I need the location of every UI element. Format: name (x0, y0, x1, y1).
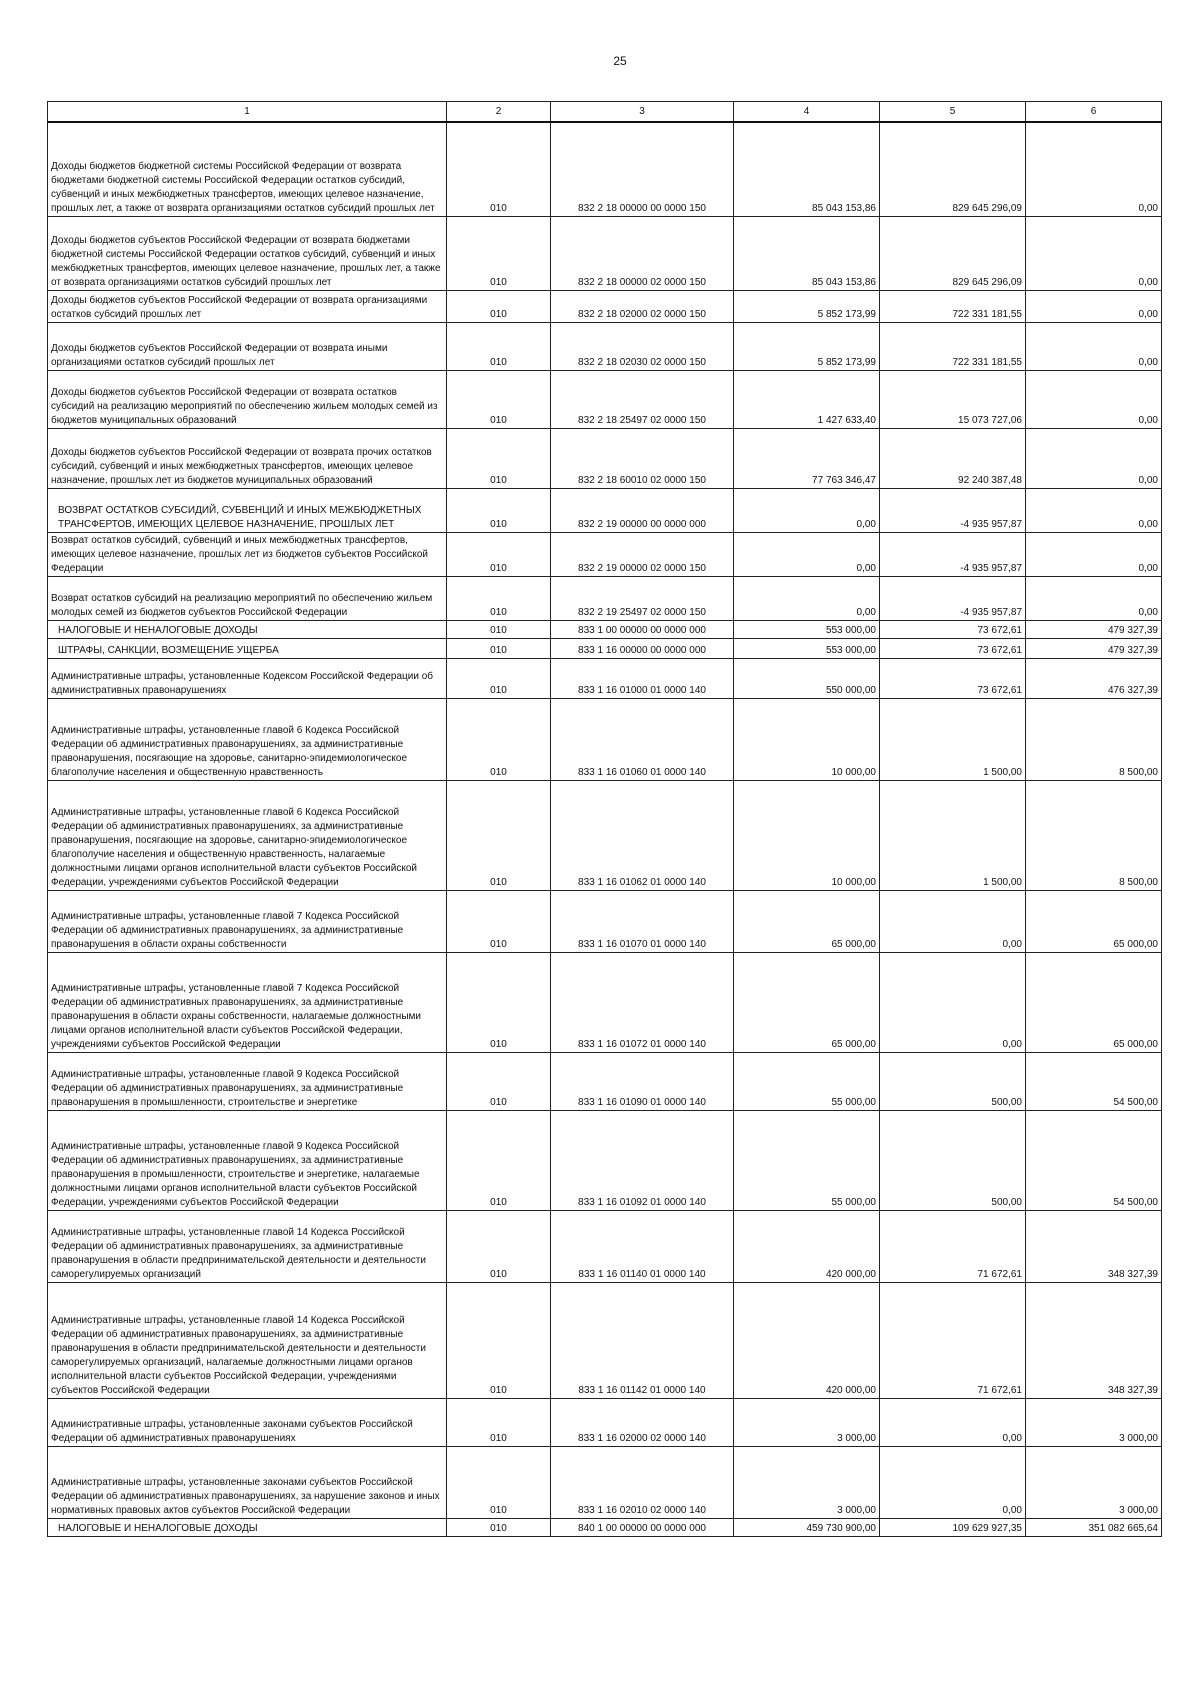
row-value-col4: 1 427 633,40 (734, 370, 880, 428)
row-value-col5: 829 645 296,09 (880, 122, 1026, 216)
row-budget-classification-code: 833 1 16 01062 01 0000 140 (551, 780, 734, 890)
row-description: НАЛОГОВЫЕ И НЕНАЛОГОВЫЕ ДОХОДЫ (48, 620, 447, 638)
table-row (48, 620, 1162, 638)
row-description: Административные штрафы, установленные законами субъектов Российской Федерации об административных правонарушениях, за нарушение законов и иных нормативных правовых актов субъектов Российской Федерации (48, 1446, 447, 1518)
row-code: 010 (447, 780, 551, 890)
table-row (48, 1052, 1162, 1110)
row-description: Административные штрафы, установленные главой 9 Кодекса Российской Федерации об административных правонарушениях, за административные правонарушения в промышленности, строительстве и энергетике, налагаемые должностными лицами органов исполнительной власти субъектов Российской Федерации, учреждениями субъектов Российской Федерации (48, 1110, 447, 1210)
column-header-6: 6 (1026, 102, 1162, 123)
row-budget-classification-code: 833 1 16 01060 01 0000 140 (551, 698, 734, 780)
row-code: 010 (447, 290, 551, 322)
row-value-col6: 3 000,00 (1026, 1446, 1162, 1518)
row-description: Административные штрафы, установленные главой 14 Кодекса Российской Федерации об административных правонарушениях, за административные правонарушения в области предпринимательской деятельности и деятельности саморегулируемых организаций, налагаемые должностными лицами органов исполнительной власти субъектов Российской Федерации, учреждениями субъектов Российской Федерации (48, 1282, 447, 1398)
row-value-col4: 55 000,00 (734, 1110, 880, 1210)
table-row (48, 1398, 1162, 1446)
row-description: Доходы бюджетов субъектов Российской Федерации от возврата остатков субсидий на реализацию мероприятий по обеспечению жильем молодых семей из бюджетов муниципальных образований (48, 370, 447, 428)
column-header-1: 1 (48, 102, 447, 123)
table-row (48, 322, 1162, 370)
row-code: 010 (447, 952, 551, 1052)
row-value-col6: 0,00 (1026, 216, 1162, 290)
row-value-col5: 500,00 (880, 1052, 1026, 1110)
row-description: НАЛОГОВЫЕ И НЕНАЛОГОВЫЕ ДОХОДЫ (48, 1518, 447, 1536)
row-value-col6: 0,00 (1026, 370, 1162, 428)
row-budget-classification-code: 832 2 18 60010 02 0000 150 (551, 428, 734, 488)
row-value-col5: 500,00 (880, 1110, 1026, 1210)
row-value-col5: 1 500,00 (880, 698, 1026, 780)
column-header-2: 2 (447, 102, 551, 123)
row-value-col6: 0,00 (1026, 488, 1162, 532)
row-description: Административные штрафы, установленные главой 6 Кодекса Российской Федерации об административных правонарушениях, за административные правонарушения, посягающие на здоровье, санитарно-эпидемиологическое благополучие населения и общественную нравственность, налагаемые должностными лицами органов исполнительной власти субъектов Российской Федерации, учреждениями субъектов Российской Федерации (48, 780, 447, 890)
row-value-col4: 420 000,00 (734, 1210, 880, 1282)
row-description: Доходы бюджетов субъектов Российской Федерации от возврата прочих остатков субсидий, субвенций и иных межбюджетных трансфертов, имеющих целевое назначение, прошлых лет из бюджетов муниципальных образований (48, 428, 447, 488)
table-row (48, 122, 1162, 216)
row-description: ВОЗВРАТ ОСТАТКОВ СУБСИДИЙ, СУБВЕНЦИЙ И ИНЫХ МЕЖБЮДЖЕТНЫХ ТРАНСФЕРТОВ, ИМЕЮЩИХ ЦЕЛЕВОЕ НАЗНАЧЕНИЕ, ПРОШЛЫХ ЛЕТ (48, 488, 447, 532)
table-row (48, 290, 1162, 322)
row-value-col6: 0,00 (1026, 532, 1162, 576)
row-code: 010 (447, 122, 551, 216)
row-code: 010 (447, 658, 551, 698)
row-code: 010 (447, 370, 551, 428)
row-description: Административные штрафы, установленные главой 7 Кодекса Российской Федерации об административных правонарушениях, за административные правонарушения в области охраны собственности (48, 890, 447, 952)
table-row (48, 658, 1162, 698)
row-value-col4: 459 730 900,00 (734, 1518, 880, 1536)
row-code: 010 (447, 576, 551, 620)
row-value-col5: -4 935 957,87 (880, 532, 1026, 576)
row-value-col5: 829 645 296,09 (880, 216, 1026, 290)
row-value-col4: 65 000,00 (734, 890, 880, 952)
row-code: 010 (447, 532, 551, 576)
row-value-col6: 65 000,00 (1026, 952, 1162, 1052)
table-row (48, 1210, 1162, 1282)
row-value-col6: 8 500,00 (1026, 698, 1162, 780)
row-budget-classification-code: 833 1 16 01140 01 0000 140 (551, 1210, 734, 1282)
row-budget-classification-code: 832 2 18 02000 02 0000 150 (551, 290, 734, 322)
row-description: Доходы бюджетов субъектов Российской Федерации от возврата организациями остатков субсидий прошлых лет (48, 290, 447, 322)
column-header-3: 3 (551, 102, 734, 123)
row-budget-classification-code: 832 2 18 00000 00 0000 150 (551, 122, 734, 216)
row-value-col4: 85 043 153,86 (734, 216, 880, 290)
row-value-col6: 0,00 (1026, 122, 1162, 216)
row-budget-classification-code: 832 2 18 02030 02 0000 150 (551, 322, 734, 370)
row-description: Доходы бюджетов субъектов Российской Федерации от возврата бюджетами бюджетной системы Российской Федерации остатков субсидий, субвенций и иных межбюджетных трансфертов, имеющих целевое назначение, прошлых лет, а также от возврата организациями остатков субсидий прошлых лет (48, 216, 447, 290)
row-code: 010 (447, 322, 551, 370)
row-value-col4: 5 852 173,99 (734, 322, 880, 370)
row-value-col4: 10 000,00 (734, 698, 880, 780)
row-budget-classification-code: 833 1 16 00000 00 0000 000 (551, 638, 734, 658)
table-row (48, 1518, 1162, 1536)
row-description: Возврат остатков субсидий, субвенций и иных межбюджетных трансфертов, имеющих целевое назначение, прошлых лет из бюджетов субъектов Российской Федерации (48, 532, 447, 576)
row-value-col6: 65 000,00 (1026, 890, 1162, 952)
row-value-col4: 85 043 153,86 (734, 122, 880, 216)
row-budget-classification-code: 833 1 16 01092 01 0000 140 (551, 1110, 734, 1210)
row-code: 010 (447, 1110, 551, 1210)
row-budget-classification-code: 833 1 16 01000 01 0000 140 (551, 658, 734, 698)
row-code: 010 (447, 1052, 551, 1110)
table-row (48, 488, 1162, 532)
row-budget-classification-code: 833 1 16 01142 01 0000 140 (551, 1282, 734, 1398)
row-value-col5: -4 935 957,87 (880, 576, 1026, 620)
row-value-col6: 479 327,39 (1026, 620, 1162, 638)
row-value-col4: 3 000,00 (734, 1446, 880, 1518)
row-budget-classification-code: 833 1 00 00000 00 0000 000 (551, 620, 734, 638)
row-value-col6: 54 500,00 (1026, 1052, 1162, 1110)
row-code: 010 (447, 638, 551, 658)
row-budget-classification-code: 832 2 19 25497 02 0000 150 (551, 576, 734, 620)
table-row (48, 216, 1162, 290)
row-budget-classification-code: 832 2 18 00000 02 0000 150 (551, 216, 734, 290)
row-description: ШТРАФЫ, САНКЦИИ, ВОЗМЕЩЕНИЕ УЩЕРБА (48, 638, 447, 658)
table-row (48, 638, 1162, 658)
row-code: 010 (447, 1398, 551, 1446)
row-value-col5: 73 672,61 (880, 638, 1026, 658)
row-code: 010 (447, 488, 551, 532)
table-row (48, 1446, 1162, 1518)
row-code: 010 (447, 620, 551, 638)
row-code: 010 (447, 1282, 551, 1398)
row-budget-classification-code: 832 2 19 00000 02 0000 150 (551, 532, 734, 576)
row-value-col4: 420 000,00 (734, 1282, 880, 1398)
row-value-col5: -4 935 957,87 (880, 488, 1026, 532)
row-value-col6: 0,00 (1026, 322, 1162, 370)
row-value-col5: 0,00 (880, 890, 1026, 952)
row-value-col4: 55 000,00 (734, 1052, 880, 1110)
column-header-4: 4 (734, 102, 880, 123)
row-description: Административные штрафы, установленные главой 6 Кодекса Российской Федерации об административных правонарушениях, за административные правонарушения, посягающие на здоровье, санитарно-эпидемиологическое благополучие населения и общественную нравственность (48, 698, 447, 780)
row-value-col6: 0,00 (1026, 428, 1162, 488)
row-budget-classification-code: 833 1 16 02000 02 0000 140 (551, 1398, 734, 1446)
row-value-col6: 8 500,00 (1026, 780, 1162, 890)
table-row (48, 890, 1162, 952)
row-value-col5: 71 672,61 (880, 1282, 1026, 1398)
row-value-col5: 73 672,61 (880, 620, 1026, 638)
row-value-col6: 0,00 (1026, 576, 1162, 620)
row-description: Возврат остатков субсидий на реализацию мероприятий по обеспечению жильем молодых семей из бюджетов субъектов Российской Федерации (48, 576, 447, 620)
table-row (48, 698, 1162, 780)
row-description: Доходы бюджетов бюджетной системы Российской Федерации от возврата бюджетами бюджетной системы Российской Федерации остатков субсидий, субвенций и иных межбюджетных трансфертов, имеющих целевое назначение, прошлых лет, а также от возврата организациями остатков субсидий прошлых лет (48, 122, 447, 216)
row-value-col5: 15 073 727,06 (880, 370, 1026, 428)
row-code: 010 (447, 216, 551, 290)
row-budget-classification-code: 833 1 16 01090 01 0000 140 (551, 1052, 734, 1110)
row-code: 010 (447, 698, 551, 780)
table-row (48, 532, 1162, 576)
row-value-col5: 0,00 (880, 1446, 1026, 1518)
table-row (48, 370, 1162, 428)
row-budget-classification-code: 832 2 19 00000 00 0000 000 (551, 488, 734, 532)
row-budget-classification-code: 832 2 18 25497 02 0000 150 (551, 370, 734, 428)
row-value-col5: 0,00 (880, 952, 1026, 1052)
row-description: Доходы бюджетов субъектов Российской Федерации от возврата иными организациями остатков субсидий прошлых лет (48, 322, 447, 370)
row-description: Административные штрафы, установленные законами субъектов Российской Федерации об административных правонарушениях (48, 1398, 447, 1446)
row-value-col6: 348 327,39 (1026, 1282, 1162, 1398)
row-value-col4: 65 000,00 (734, 952, 880, 1052)
column-number-row (48, 102, 1162, 123)
row-value-col5: 722 331 181,55 (880, 290, 1026, 322)
row-description: Административные штрафы, установленные главой 7 Кодекса Российской Федерации об административных правонарушениях, за административные правонарушения в области охраны собственности, налагаемые должностными лицами органов исполнительной власти субъектов Российской Федерации, учреждениями субъектов Российской Федерации (48, 952, 447, 1052)
row-value-col5: 92 240 387,48 (880, 428, 1026, 488)
row-value-col4: 0,00 (734, 532, 880, 576)
row-value-col4: 553 000,00 (734, 638, 880, 658)
row-budget-classification-code: 840 1 00 00000 00 0000 000 (551, 1518, 734, 1536)
table-row (48, 780, 1162, 890)
row-description: Административные штрафы, установленные Кодексом Российской Федерации об административных правонарушениях (48, 658, 447, 698)
row-value-col6: 351 082 665,64 (1026, 1518, 1162, 1536)
row-code: 010 (447, 890, 551, 952)
row-value-col4: 77 763 346,47 (734, 428, 880, 488)
row-code: 010 (447, 428, 551, 488)
row-value-col6: 54 500,00 (1026, 1110, 1162, 1210)
row-code: 010 (447, 1210, 551, 1282)
row-value-col5: 1 500,00 (880, 780, 1026, 890)
row-value-col5: 0,00 (880, 1398, 1026, 1446)
row-description: Административные штрафы, установленные главой 9 Кодекса Российской Федерации об административных правонарушениях, за административные правонарушения в промышленности, строительстве и энергетике (48, 1052, 447, 1110)
row-code: 010 (447, 1446, 551, 1518)
row-budget-classification-code: 833 1 16 01072 01 0000 140 (551, 952, 734, 1052)
table-row (48, 1282, 1162, 1398)
report-table (47, 101, 1162, 1537)
row-budget-classification-code: 833 1 16 02010 02 0000 140 (551, 1446, 734, 1518)
row-value-col4: 3 000,00 (734, 1398, 880, 1446)
row-value-col6: 0,00 (1026, 290, 1162, 322)
row-value-col5: 71 672,61 (880, 1210, 1026, 1282)
row-value-col5: 109 629 927,35 (880, 1518, 1026, 1536)
page-number: 25 (613, 54, 627, 68)
row-value-col4: 5 852 173,99 (734, 290, 880, 322)
table-row (48, 576, 1162, 620)
row-value-col4: 550 000,00 (734, 658, 880, 698)
row-value-col5: 722 331 181,55 (880, 322, 1026, 370)
column-header-5: 5 (880, 102, 1026, 123)
table-row (48, 1110, 1162, 1210)
row-code: 010 (447, 1518, 551, 1536)
row-value-col6: 348 327,39 (1026, 1210, 1162, 1282)
row-value-col6: 3 000,00 (1026, 1398, 1162, 1446)
table-row (48, 428, 1162, 488)
row-budget-classification-code: 833 1 16 01070 01 0000 140 (551, 890, 734, 952)
row-value-col4: 0,00 (734, 576, 880, 620)
row-value-col4: 0,00 (734, 488, 880, 532)
row-value-col6: 479 327,39 (1026, 638, 1162, 658)
row-value-col4: 553 000,00 (734, 620, 880, 638)
row-description: Административные штрафы, установленные главой 14 Кодекса Российской Федерации об административных правонарушениях, за административные правонарушения в области предпринимательской деятельности и деятельности саморегулируемых организаций (48, 1210, 447, 1282)
row-value-col6: 476 327,39 (1026, 658, 1162, 698)
table-row (48, 952, 1162, 1052)
row-value-col4: 10 000,00 (734, 780, 880, 890)
row-value-col5: 73 672,61 (880, 658, 1026, 698)
